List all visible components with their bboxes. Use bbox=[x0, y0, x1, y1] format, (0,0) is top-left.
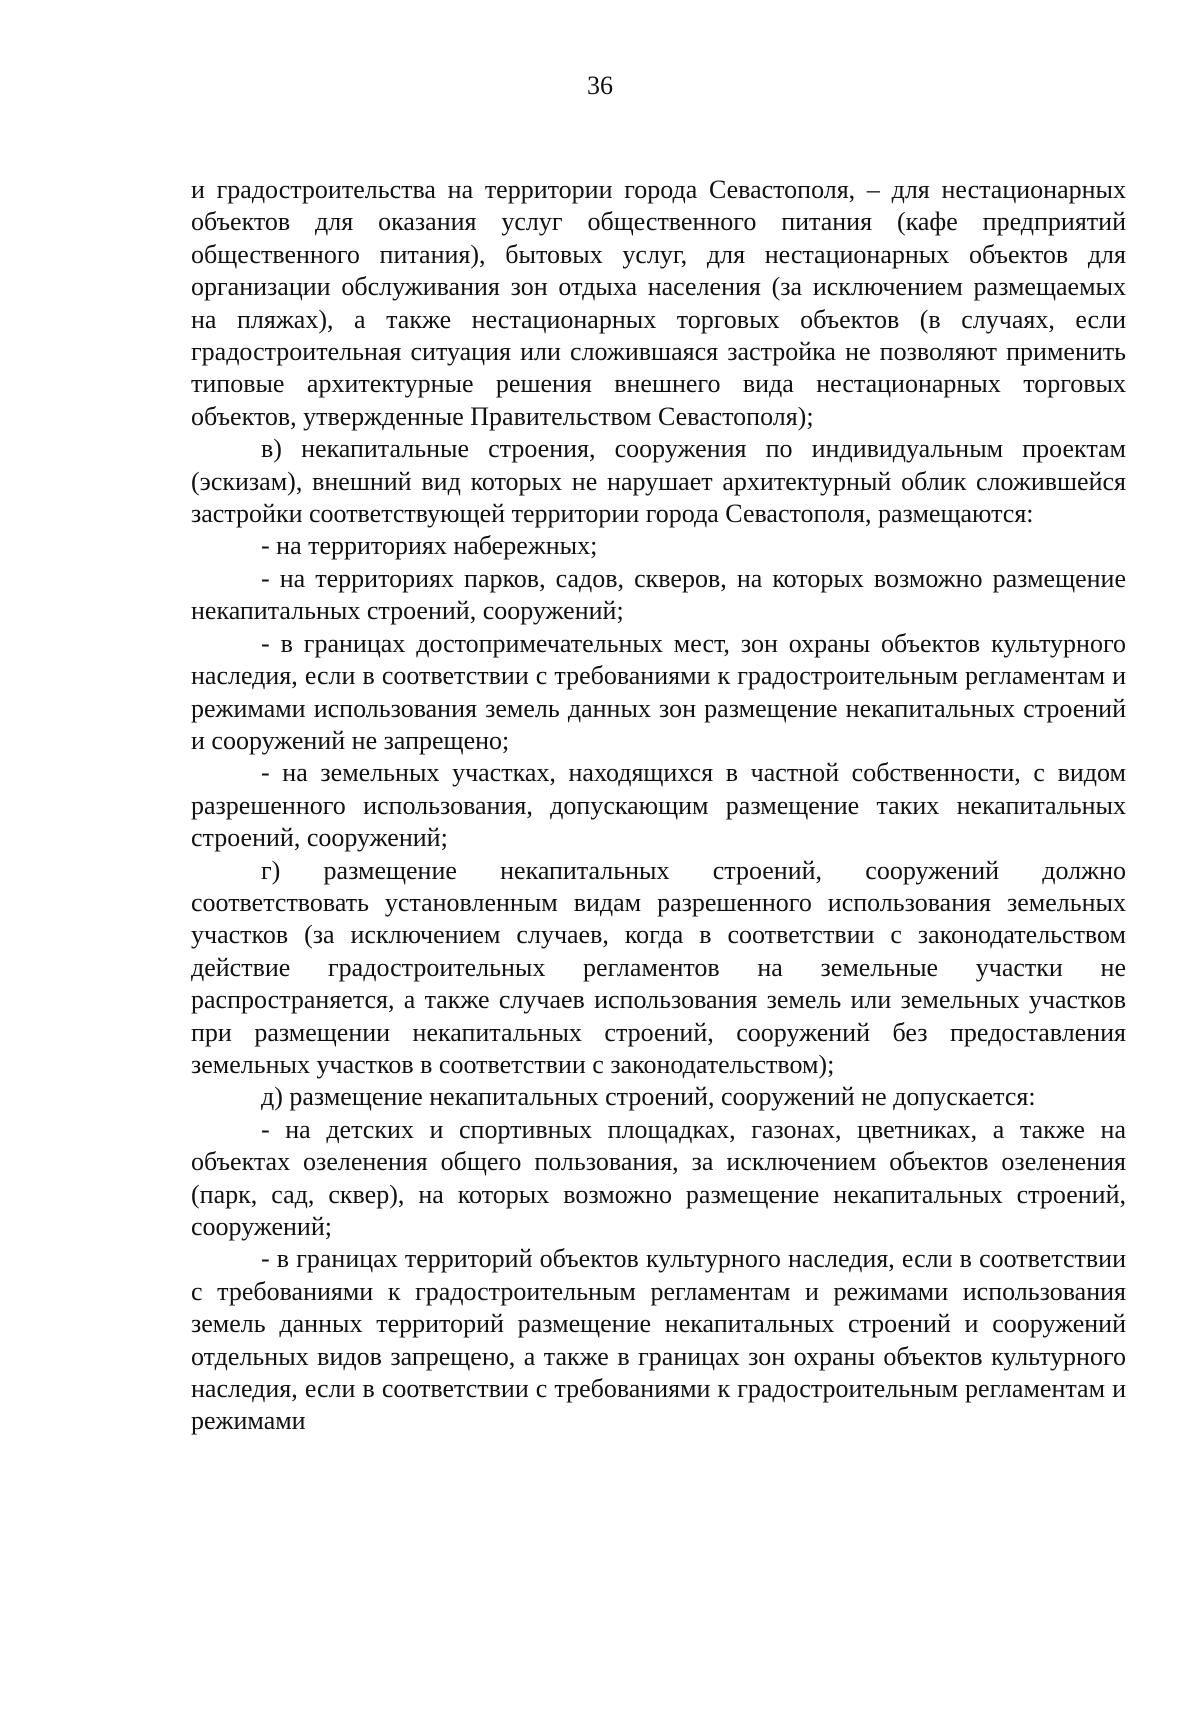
paragraph-8: д) размещение некапитальных строений, сооружений не допускается: bbox=[261, 1082, 1036, 1112]
document-body bbox=[191, 174, 1126, 1438]
paragraph-9: - на детских и спортивных площадках, газонах, цветниках, а также на объектах озеленения общего пользования, за исключением объектов озеленения (парк, сад, сквер), на которых возможно размещение некапитальных строений, сооружений; bbox=[191, 1114, 1126, 1241]
page-number: 36 bbox=[587, 71, 613, 100]
paragraph-1: и градостроительства на территории города Севастополя, – для нестационарных объектов для оказания услуг общественного питания (кафе предприятий общественного питания), бытовых услуг, для нестационарных объектов для организации обслуживания зон отдыха населения (за исключением размещаемых на пляжах), а также нестационарных торговых объектов (в случаях, если градостроительная ситуация или сложившаяся застройка не позволяют применить типовые архитектурные решения внешнего вида нестационарных торговых объектов, утвержденные Правительством Севастополя); bbox=[191, 175, 1126, 431]
paragraph-10: - в границах территорий объектов культурного наследия, если в соответствии с требованиями к градостроительным регламентам и режимами использования земель данных территорий размещение некапитальных строений и сооружений отдельных видов запрещено, а также в границах зон охраны объектов культурного наследия, если в соответствии с требованиями к градостроительным регламентам и режимами bbox=[191, 1244, 1126, 1436]
paragraph-4: - на территориях парков, садов, скверов, на которых возможно размещение некапитальных строений, сооружений; bbox=[191, 563, 1126, 626]
paragraph-3: - на территориях набережных; bbox=[261, 531, 598, 561]
paragraph-7: г) размещение некапитальных строений, сооружений должно соответствовать установленным видам разрешенного использования земельных участков (за исключением случаев, когда в соответствии с законодательством действие градостроительных регламентов на земельные участки не распространяется, а также случаев использования земель или земельных участков при размещении некапитальных строений, сооружений без предоставления земельных участков в соответствии с законодательством); bbox=[191, 855, 1126, 1079]
paragraph-6: - на земельных участках, находящихся в частной собственности, с видом разрешенного использования, допускающим размещение таких некапитальных строений, сооружений; bbox=[191, 758, 1126, 853]
paragraph-2: в) некапитальные строения, сооружения по индивидуальным проектам (эскизам), внешний вид которых не нарушает архитектурный облик сложившейся застройки соответствующей территории города Севастополя, размещаются: bbox=[191, 434, 1126, 529]
paragraph-5: - в границах достопримечательных мест, зон охраны объектов культурного наследия, если в соответствии с требованиями к градостроительным регламентам и режимами использования земель данных зон размещение некапитальных строений и сооружений не запрещено; bbox=[191, 628, 1126, 755]
